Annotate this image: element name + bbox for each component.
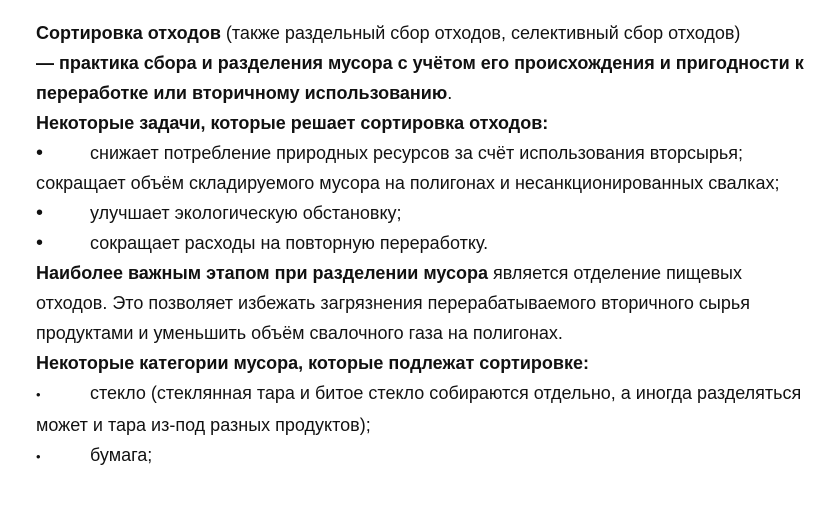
list-item-text: улучшает экологическую обстановку; (90, 203, 402, 223)
list-item (36, 198, 816, 228)
bullet-icon: • (36, 449, 41, 464)
intro-definition: — практика сбора и разделения мусора с учётом его происхождения и пригодности к переработке или вторичному использованию (36, 53, 804, 103)
important-rest: является отделение пищевых отходов. Это позволяет избежать загрязнения перерабатываемого вторичного сырья продуктами и уменьшить объём свалочного газа на полигонах. (36, 263, 750, 343)
list-item (36, 138, 816, 198)
intro-aliases: (также раздельный сбор отходов, селективный сбор отходов) (220, 23, 741, 43)
list-item (36, 378, 816, 440)
list-item-text: бумага; (90, 445, 153, 465)
important-paragraph (36, 258, 816, 348)
categories-heading: Некоторые категории мусора, которые подлежат сортировке: (36, 353, 589, 373)
intro-term: Сортировка отходов (36, 23, 221, 43)
document-body (36, 18, 816, 472)
intro-paragraph (36, 18, 816, 108)
bullet-icon: • (36, 387, 41, 402)
intro-end: . (447, 83, 453, 103)
bullet-icon: • (36, 232, 44, 254)
important-bold-phrase: Наиболее важным этапом при разделении мусора (36, 263, 489, 283)
bullet-icon: • (36, 142, 44, 164)
list-item-text: снижает потребление природных ресурсов за счёт использования вторсырья; сокращает объём складируемого мусора на полигонах и несанкционированных свалках; (36, 143, 780, 193)
bullet-icon: • (36, 202, 44, 224)
tasks-heading: Некоторые задачи, которые решает сортировка отходов: (36, 113, 549, 133)
list-item (36, 228, 816, 258)
list-item (36, 440, 816, 472)
list-item-text: стекло (стеклянная тара и битое стекло собираются отдельно, а иногда разделяться может и тара из-под разных продуктов); (36, 383, 802, 435)
list-item-text: сокращает расходы на повторную переработку. (90, 233, 489, 253)
